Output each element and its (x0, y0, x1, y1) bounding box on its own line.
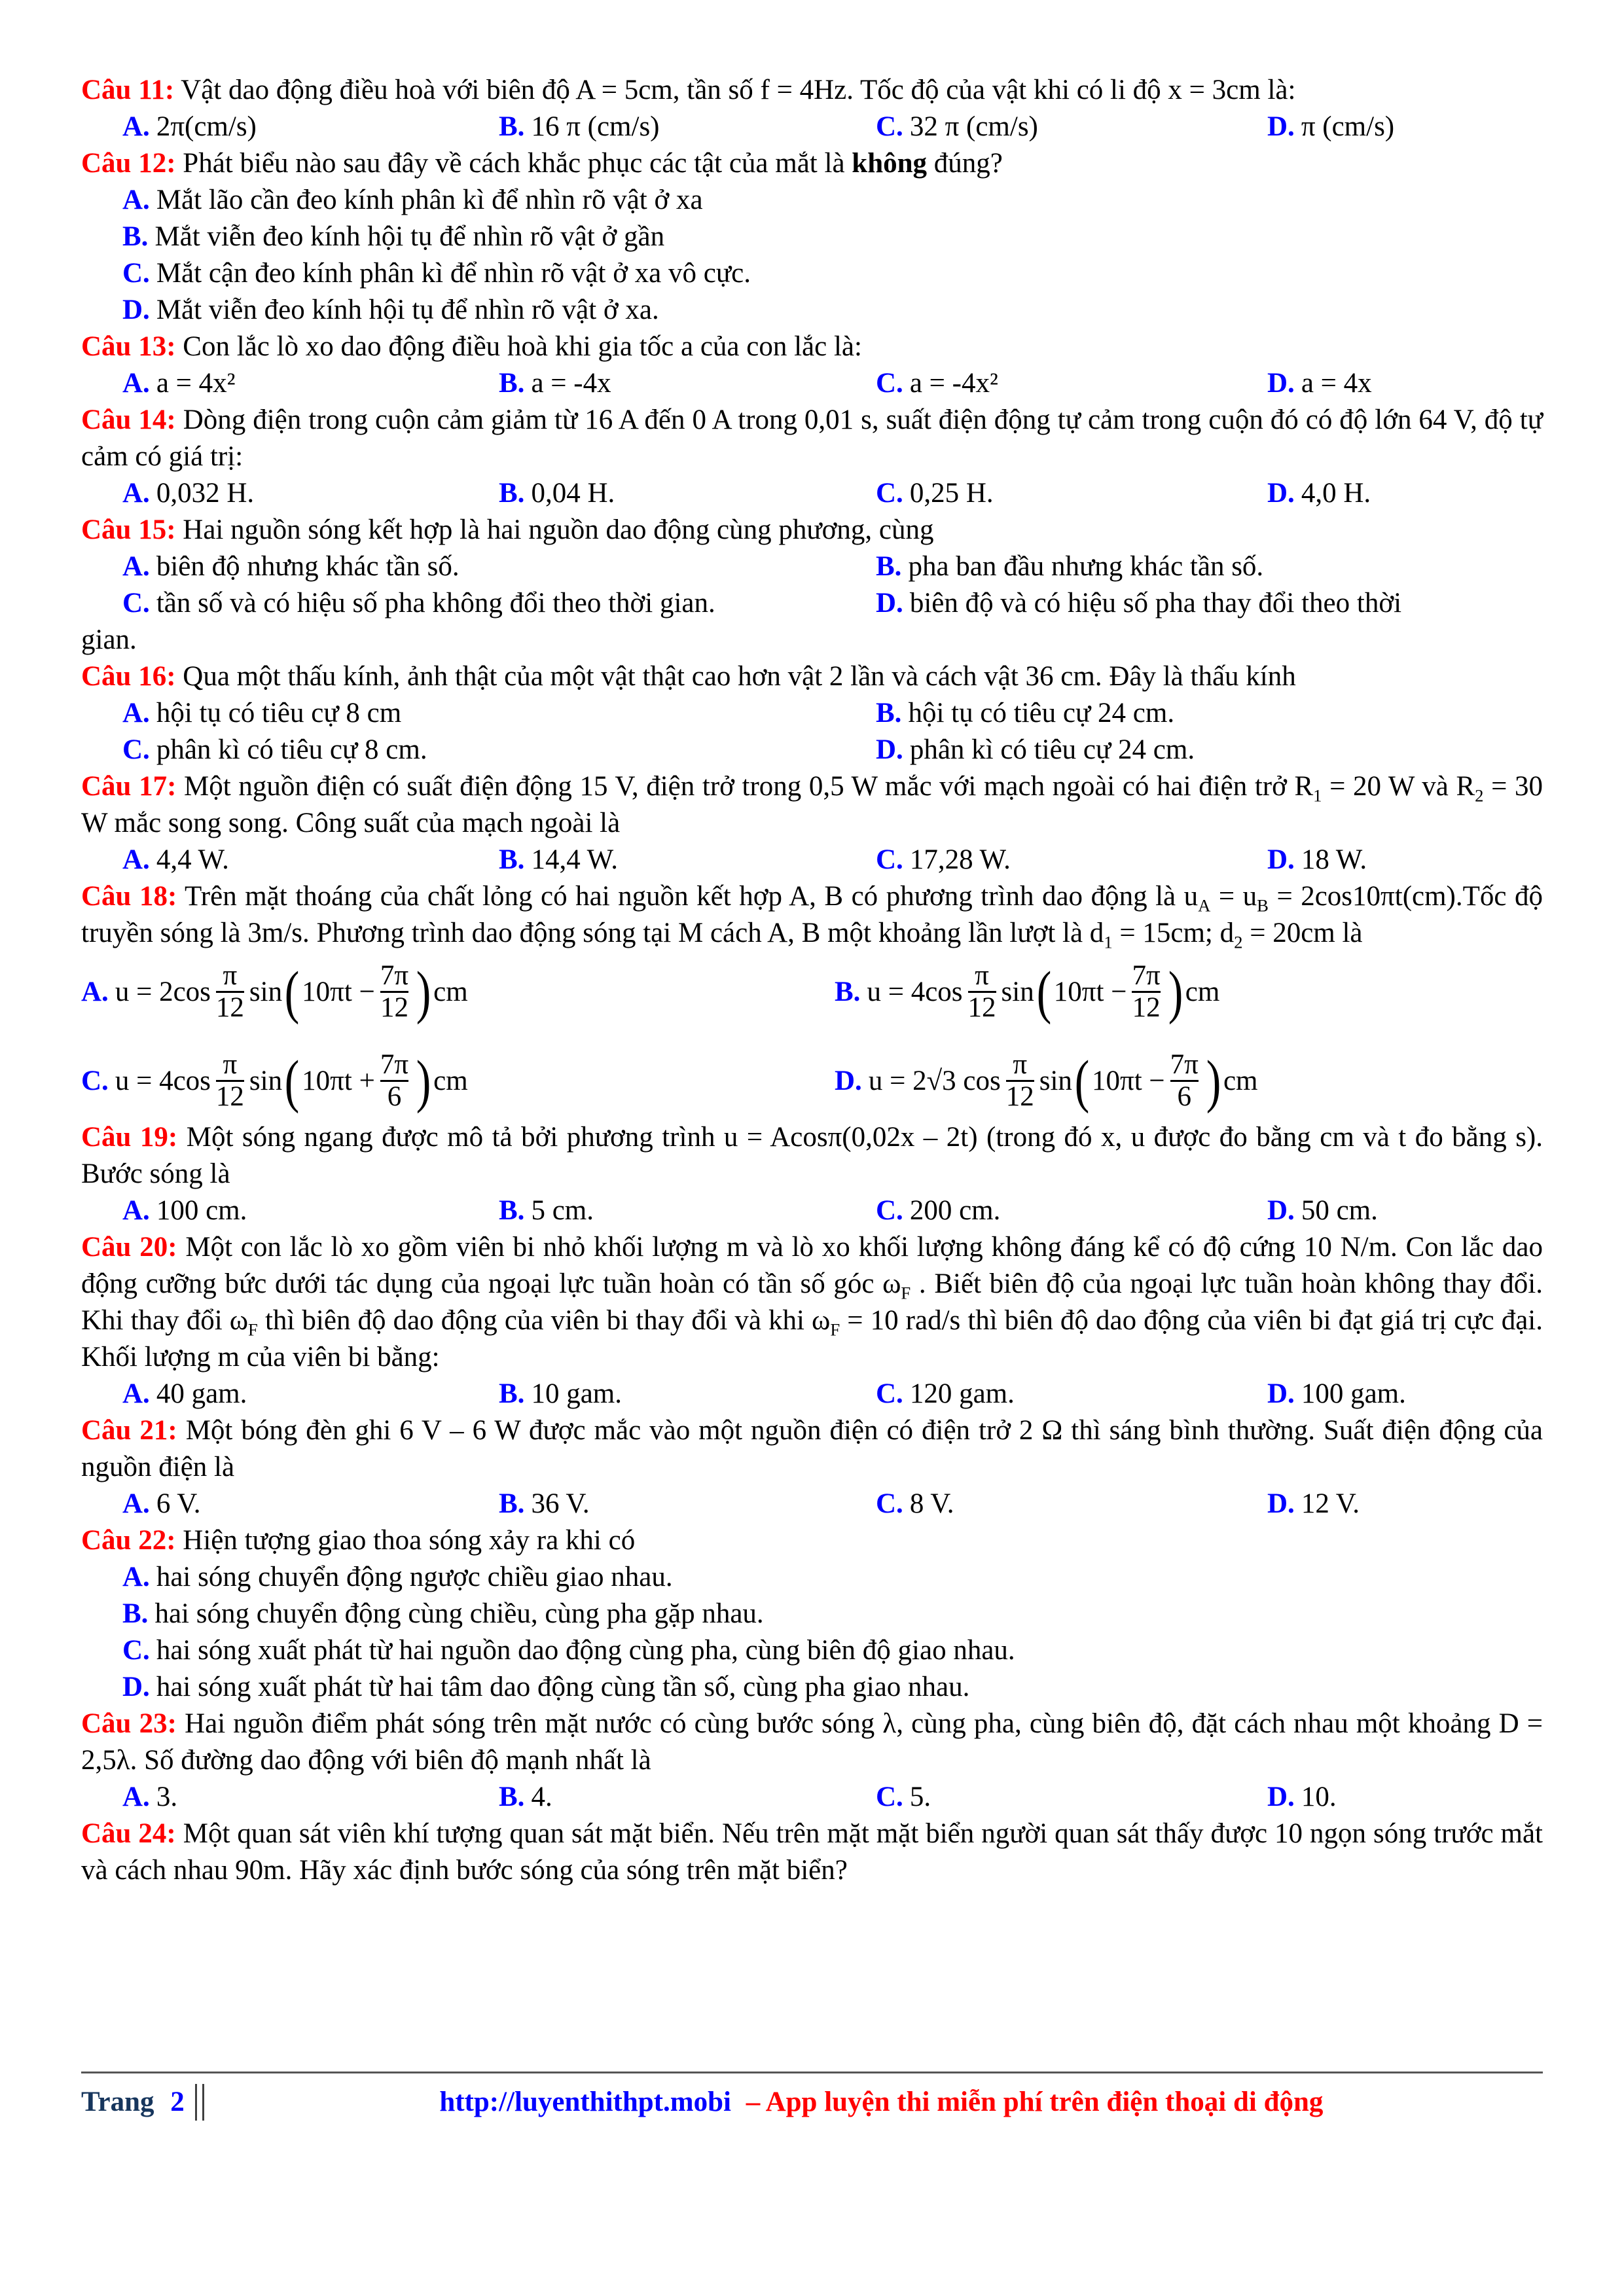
option-text: hội tụ có tiêu cự 24 cm. (908, 698, 1175, 728)
formula-text: sin (1001, 977, 1034, 1008)
option-group (122, 365, 1543, 402)
formula-text: sin (1039, 1066, 1072, 1097)
question-block (81, 1706, 1543, 1816)
option-letter: A. (81, 977, 109, 1008)
formula-text: u = 2cos (115, 977, 211, 1008)
question-block (81, 878, 1543, 1113)
option-letter: A. (122, 185, 150, 215)
option-letter: B. (499, 478, 525, 509)
option-letter: C. (876, 1194, 903, 1226)
option (122, 182, 1543, 219)
option (122, 365, 499, 402)
option (876, 1779, 1267, 1816)
option (876, 475, 1267, 512)
option-letter: A. (122, 1561, 150, 1592)
question-text-run: = 2cos10πt(cm).Tốc độ truyền sóng là 3m/s. Phương trình dao động sóng tại M cách A, B một khoảng lần lượt là d (81, 881, 1543, 948)
option-text: 8 V. (909, 1488, 954, 1519)
option-text: 6 V. (156, 1488, 201, 1519)
option-group (81, 961, 1543, 1113)
option-text: 2π(cm/s) (156, 111, 257, 142)
question-text-run: Hai nguồn điểm phát sóng trên mặt nước có cùng bước sóng λ, cùng pha, cùng biên độ, đặt cách nhau một khoảng D = 2,5λ. Số đường dao động với biên độ mạnh nhất là (81, 1708, 1543, 1776)
question-text (81, 1522, 1543, 1559)
question-number: Câu 14: (81, 404, 176, 435)
option (876, 842, 1267, 878)
option-letter: D. (122, 295, 150, 325)
question-text-run: Một sóng ngang được mô tả bởi phương trình u = Acosπ(0,02x – 2t) (trong đó x, u được đo bằng cm và t đo bằng s). Bước sóng là (81, 1121, 1543, 1189)
question-list (81, 72, 1543, 1889)
question-text-run: thì biên độ dao động của viên bi thay đổi và khi ω (257, 1304, 831, 1336)
fraction-numerator: 7π (380, 1049, 409, 1080)
option-text: tần số và có hiệu số pha không đổi theo thời gian. (156, 588, 715, 619)
question-text-run: Dòng điện trong cuộn cảm giảm từ 16 A đến 0 A trong 0,01 s, suất điện động tự cảm trong cuộn đó có độ lớn 64 V, độ tự cảm có giá trị: (81, 404, 1543, 472)
question-text-run: 2 (1475, 785, 1484, 806)
option-text: 10 gam. (531, 1378, 622, 1409)
fraction-denominator: 12 (1005, 1081, 1034, 1113)
option-letter: C. (876, 844, 903, 875)
option (122, 475, 499, 512)
question-number: Câu 12: (81, 148, 176, 179)
option (122, 1193, 499, 1229)
footer-divider (195, 2084, 204, 2121)
option (122, 109, 499, 145)
page-footer (81, 2072, 1543, 2121)
question-text (81, 768, 1543, 842)
question-block (81, 1412, 1543, 1522)
option (835, 961, 1543, 1024)
option (1267, 365, 1543, 402)
question-text-run: Một con lắc lò xo gồm viên bi nhỏ khối lượng m và lò xo khối lượng không đáng kể có độ cứng 10 N/m. Con lắc dao động cưỡng bức dưới tác dụng của ngoại lực tuần hoàn có tần số góc ω (81, 1231, 1543, 1299)
option-text: 17,28 W. (909, 844, 1011, 875)
question-number: Câu 15: (81, 514, 176, 545)
question-text (81, 1816, 1543, 1889)
option (876, 585, 1543, 622)
fraction-numerator: π (223, 960, 238, 991)
option (499, 842, 876, 878)
question-block (81, 329, 1543, 402)
option-letter: B. (876, 551, 902, 582)
option-text: a = -4x² (909, 368, 998, 399)
option-text: Mắt viễn đeo kính hội tụ để nhìn rõ vật ở xa. (156, 295, 659, 325)
option (499, 475, 876, 512)
option (81, 961, 835, 1024)
option (876, 695, 1543, 732)
option-letter: A. (122, 368, 150, 399)
option-letter: A. (122, 1194, 150, 1226)
question-block (81, 768, 1543, 878)
option-group (122, 695, 1543, 768)
option (499, 1193, 876, 1229)
question-number: Câu 21: (81, 1414, 177, 1446)
option-text: a = 4x² (156, 368, 236, 399)
question-text-run: Hai nguồn sóng kết hợp là hai nguồn dao động cùng phương, cùng (183, 514, 934, 545)
option (122, 292, 1543, 329)
option-letter: A. (122, 478, 150, 509)
option-group (122, 1376, 1543, 1412)
option-text: 10. (1301, 1781, 1337, 1812)
fraction (1001, 1050, 1039, 1113)
option-text: 18 W. (1301, 844, 1367, 875)
question-text-run: Trên mặt thoáng của chất lỏng có hai nguồn kết hợp A, B có phương trình dao động là u (185, 881, 1199, 912)
fraction-numerator: π (223, 1049, 238, 1080)
option (876, 1486, 1267, 1522)
option-text: pha ban đầu nhưng khác tần số. (908, 551, 1264, 582)
question-block (81, 658, 1543, 768)
fraction (963, 961, 1001, 1024)
option-text: 5. (909, 1781, 931, 1812)
option-letter: B. (835, 977, 861, 1008)
option-text: biên độ và có hiệu số pha thay đổi theo thời (909, 588, 1402, 619)
option-letter: B. (499, 111, 525, 142)
formula-text: 10πt + (302, 1066, 375, 1097)
option-letter: C. (122, 258, 150, 289)
option-letter: D. (1267, 1488, 1295, 1519)
formula-text: sin (249, 1066, 283, 1097)
question-text (81, 1229, 1543, 1376)
option-letter: A. (122, 1378, 150, 1409)
question-text-run: Qua một thấu kính, ảnh thật của một vật thật cao hơn vật 2 lần và cách vật 36 cm. Đây là thấu kính (183, 661, 1296, 692)
option-group (122, 842, 1543, 878)
formula-text: sin (249, 977, 283, 1008)
option-text: 0,032 H. (156, 478, 255, 509)
question-text-run: A (1198, 895, 1211, 916)
fraction-numerator: 7π (1170, 1049, 1199, 1080)
option-text: 3. (156, 1781, 178, 1812)
formula-text: 10πt − (1053, 977, 1127, 1008)
question-number: Câu 24: (81, 1818, 176, 1849)
option-text: biên độ nhưng khác tần số. (156, 551, 460, 582)
option-letter: D. (1267, 1194, 1295, 1226)
question-text-run: F (248, 1319, 258, 1340)
option (499, 365, 876, 402)
question-block (81, 1816, 1543, 1889)
question-text-run: = u (1210, 881, 1257, 912)
option-text: 4,4 W. (156, 844, 229, 875)
option (122, 585, 876, 622)
option-group (122, 109, 1543, 145)
option-text: Mắt lão cần đeo kính phân kì để nhìn rõ vật ở xa (156, 185, 703, 215)
fraction-numerator: 7π (1132, 960, 1161, 991)
option-letter: C. (876, 478, 903, 509)
question-text-run: . Biết biên độ của ngoại lực tuần hoàn không thay đổi. Khi thay đổi ω (81, 1268, 1543, 1336)
formula-text: 10πt − (1092, 1066, 1165, 1097)
option-text: 100 gam. (1301, 1378, 1406, 1409)
fraction (211, 1050, 249, 1113)
option (499, 109, 876, 145)
question-number: Câu 20: (81, 1231, 177, 1263)
fraction-denominator: 6 (380, 1080, 408, 1112)
page-label: Trang (81, 2087, 154, 2117)
option (1267, 1376, 1543, 1412)
question-text (81, 512, 1543, 548)
fraction (211, 961, 249, 1024)
option (122, 1669, 1543, 1706)
option-letter: A. (122, 111, 150, 142)
option (499, 1779, 876, 1816)
option-text: 32 π (cm/s) (909, 111, 1038, 142)
option-text: 16 π (cm/s) (531, 111, 660, 142)
option-letter: A. (122, 1781, 150, 1812)
fraction-denominator: 12 (215, 1081, 244, 1113)
question-number: Câu 11: (81, 75, 175, 105)
option-text: hai sóng xuất phát từ hai nguồn dao động cùng pha, cùng biên độ giao nhau. (156, 1634, 1015, 1666)
fraction (1165, 1050, 1204, 1113)
option-letter: C. (122, 734, 150, 765)
option (1267, 475, 1543, 512)
question-text-run: = 20cm là (1242, 918, 1363, 948)
page-number (81, 2084, 185, 2121)
question-text-run: Một nguồn điện có suất điện động 15 V, điện trở trong 0,5 W mắc với mạch ngoài có hai điện trở R (184, 771, 1314, 802)
question-number: Câu 13: (81, 331, 176, 362)
option-letter: D. (876, 588, 903, 619)
question-block (81, 1229, 1543, 1412)
option-letter: C. (876, 1378, 903, 1409)
fraction-denominator: 12 (215, 992, 244, 1024)
option (122, 255, 1543, 292)
option-text: 5 cm. (531, 1194, 594, 1226)
page-number-value: 2 (170, 2087, 185, 2117)
question-text (81, 1119, 1543, 1193)
option-letter: D. (1267, 1378, 1295, 1409)
option (122, 548, 876, 585)
option-continuation: gian. (81, 624, 137, 655)
option (876, 1193, 1267, 1229)
option (1267, 1779, 1543, 1816)
option-letter: C. (81, 1066, 109, 1097)
question-text (81, 878, 1543, 952)
option-text: a = 4x (1301, 368, 1372, 399)
question-number: Câu 19: (81, 1121, 178, 1153)
option (499, 1486, 876, 1522)
option (122, 1486, 499, 1522)
fraction (1127, 961, 1165, 1024)
option-letter: C. (122, 588, 150, 619)
question-text-run: Vật dao động điều hoà với biên độ A = 5cm, tần số f = 4Hz. Tốc độ của vật khi có li độ x = 3cm là: (181, 75, 1296, 105)
option-formula: u = 2√3 cos $\frac{\pi}{12}$ sin ( 10πt − $\frac{7\pi}{6}$ ) cm (868, 1048, 1258, 1114)
option-text: 4,0 H. (1301, 478, 1371, 509)
fraction-numerator: π (975, 960, 989, 991)
option-group (122, 1559, 1543, 1706)
option-letter: A. (122, 698, 150, 728)
option-letter: A. (122, 551, 150, 582)
option-text: phân kì có tiêu cự 24 cm. (909, 734, 1195, 765)
option (122, 1779, 499, 1816)
option-letter: B. (122, 221, 149, 252)
option (122, 695, 876, 732)
option-letter: D. (876, 734, 903, 765)
option-text: 100 cm. (156, 1194, 247, 1226)
formula-text: cm (1185, 977, 1220, 1008)
question-number: Câu 23: (81, 1708, 177, 1739)
option (876, 548, 1543, 585)
option-letter: B. (876, 698, 902, 728)
option-text: phân kì có tiêu cự 8 cm. (156, 734, 427, 765)
option-letter: D. (1267, 111, 1295, 142)
option-text: 12 V. (1301, 1488, 1360, 1519)
option-text: 120 gam. (909, 1378, 1015, 1409)
option-letter: C. (876, 1781, 903, 1812)
option-letter: B. (499, 1781, 525, 1812)
fraction-denominator: 6 (1170, 1080, 1199, 1112)
option-text: a = -4x (531, 368, 611, 399)
option-text: 50 cm. (1301, 1194, 1378, 1226)
option (876, 365, 1267, 402)
option-letter: B. (499, 1194, 525, 1226)
question-text-run: = 10 rad/s thì biên độ dao động của viên bi đạt giá trị cực đại. Khối lượng m của viên bi bằng: (81, 1304, 1543, 1372)
question-text-run: Hiện tượng giao thoa sóng xảy ra khi có (183, 1524, 636, 1556)
option-group (122, 548, 1543, 622)
question-text-run: Một bóng đèn ghi 6 V – 6 W được mắc vào một nguồn điện có điện trở 2 Ω thì sáng bình thường. Suất điện động của nguồn điện là (81, 1414, 1543, 1482)
option (122, 1559, 1543, 1596)
option-text: hai sóng xuất phát từ hai tâm dao động cùng tần số, cùng pha giao nhau. (156, 1671, 970, 1702)
formula-text: u = 4cos (867, 977, 963, 1008)
option-group (122, 1779, 1543, 1816)
question-text (81, 658, 1543, 695)
option-group (122, 1193, 1543, 1229)
option (835, 1050, 1543, 1113)
question-text-run: = 20 W và R (1322, 771, 1475, 802)
option-letter: B. (499, 368, 525, 399)
formula-text: cm (433, 1066, 468, 1097)
fraction-denominator: 12 (380, 992, 408, 1024)
option-text: Mắt cận đeo kính phân kì để nhìn rõ vật ở xa vô cực. (156, 258, 751, 289)
question-block (81, 402, 1543, 512)
fraction-numerator: 7π (380, 960, 409, 991)
option (1267, 1486, 1543, 1522)
fraction (375, 961, 414, 1024)
question-block (81, 1522, 1543, 1706)
question-text (81, 329, 1543, 365)
question-text-run: Phát biểu nào sau đây về cách khắc phục các tật của mắt là (183, 148, 852, 179)
fraction-denominator: 12 (967, 992, 996, 1024)
option-group (122, 1486, 1543, 1522)
option-letter: D. (122, 1671, 150, 1702)
question-text (81, 1706, 1543, 1779)
option-letter: B. (499, 844, 525, 875)
option-letter: C. (876, 1488, 903, 1519)
option-letter: A. (122, 844, 150, 875)
option-formula: u = 2cos $\frac{\pi}{12}$ sin ( 10πt − $\frac{7\pi}{12}$ ) cm (115, 959, 468, 1025)
option (122, 732, 876, 768)
formula-text: cm (1223, 1066, 1258, 1097)
option-formula: u = 4cos $\frac{\pi}{12}$ sin ( 10πt − $\frac{7\pi}{12}$ ) cm (867, 959, 1220, 1025)
formula-text: 10πt − (302, 977, 375, 1008)
option (1267, 842, 1543, 878)
option-text: hai sóng chuyển động cùng chiều, cùng pha gặp nhau. (154, 1598, 764, 1629)
fraction-numerator: π (1013, 1049, 1028, 1080)
option-letter: C. (876, 111, 903, 142)
question-text (81, 72, 1543, 109)
option (122, 1376, 499, 1412)
option (122, 219, 1543, 255)
formula-text: u = 4cos (115, 1066, 211, 1097)
question-text-run: Con lắc lò xo dao động điều hoà khi gia tốc a của con lắc là: (183, 331, 862, 362)
option (122, 842, 499, 878)
question-number: Câu 16: (81, 661, 176, 692)
question-number: Câu 22: (81, 1524, 176, 1556)
option-formula: u = 4cos $\frac{\pi}{12}$ sin ( 10πt + $\frac{7\pi}{6}$ ) cm (115, 1048, 468, 1114)
question-text-run: 2 (1234, 932, 1243, 952)
question-text-run: F (901, 1283, 911, 1303)
question-text (81, 402, 1543, 475)
question-number: Câu 18: (81, 881, 177, 912)
option (81, 1050, 835, 1113)
fraction-denominator: 12 (1132, 992, 1161, 1024)
option (499, 1376, 876, 1412)
question-block (81, 145, 1543, 329)
footer-tagline: – App luyện thi miễn phí trên điện thoại di động (746, 2087, 1324, 2117)
option-text: 4. (531, 1781, 552, 1812)
footer-link[interactable]: http://luyenthithpt.mobi (439, 2087, 731, 2117)
option (1267, 109, 1543, 145)
question-block (81, 512, 1543, 658)
option-text: 36 V. (531, 1488, 590, 1519)
formula-text: u = 2√3 cos (868, 1066, 1001, 1097)
question-block (81, 72, 1543, 145)
question-text-run: đúng? (927, 148, 1003, 179)
fraction (375, 1050, 414, 1113)
option-letter: B. (499, 1378, 525, 1409)
footer-text (220, 2084, 1543, 2121)
option-letter: B. (499, 1488, 525, 1519)
option (122, 1632, 1543, 1669)
option-letter: C. (876, 368, 903, 399)
option-text: hai sóng chuyển động ngược chiều giao nhau. (156, 1561, 673, 1592)
option (1267, 1193, 1543, 1229)
option-letter: B. (122, 1598, 149, 1629)
option-letter: D. (835, 1066, 862, 1097)
question-text-run: 1 (1313, 785, 1322, 806)
option (876, 732, 1543, 768)
option-group (122, 182, 1543, 329)
option-text: hội tụ có tiêu cự 8 cm (156, 698, 402, 728)
formula-text: cm (433, 977, 468, 1008)
option-letter: C. (122, 1634, 150, 1666)
question-text-run: = 15cm; d (1112, 918, 1235, 948)
option-text: 0,25 H. (909, 478, 994, 509)
option-letter: D. (1267, 1781, 1295, 1812)
option-text: π (cm/s) (1301, 111, 1395, 142)
option (876, 109, 1267, 145)
question-text-run: 1 (1104, 932, 1113, 952)
option-letter: D. (1267, 478, 1295, 509)
question-text-run: không (852, 148, 928, 179)
option (876, 1376, 1267, 1412)
option-text: 40 gam. (156, 1378, 247, 1409)
question-text (81, 1412, 1543, 1486)
option-text: 14,4 W. (531, 844, 619, 875)
option-group (122, 475, 1543, 512)
option-text: 0,04 H. (531, 478, 615, 509)
option-letter: D. (1267, 844, 1295, 875)
question-number: Câu 17: (81, 771, 177, 802)
option-letter: D. (1267, 368, 1295, 399)
question-text (81, 145, 1543, 182)
question-text-run: F (830, 1319, 840, 1340)
option-text: Mắt viễn đeo kính hội tụ để nhìn rõ vật ở gần (154, 221, 665, 252)
question-text-run: Một quan sát viên khí tượng quan sát mặt biển. Nếu trên mặt mặt biển người quan sát thấy được 10 ngọn sóng trước mắt và cách nhau 90m. Hãy xác định bước sóng của sóng trên mặt biển? (81, 1818, 1543, 1886)
option-text: 200 cm. (909, 1194, 1001, 1226)
question-text-run: B (1257, 895, 1269, 916)
option (122, 1596, 1543, 1632)
option-letter: A. (122, 1488, 150, 1519)
question-text-run: = 30 W mắc song song. Công suất của mạch ngoài là (81, 771, 1543, 838)
question-block (81, 1119, 1543, 1229)
